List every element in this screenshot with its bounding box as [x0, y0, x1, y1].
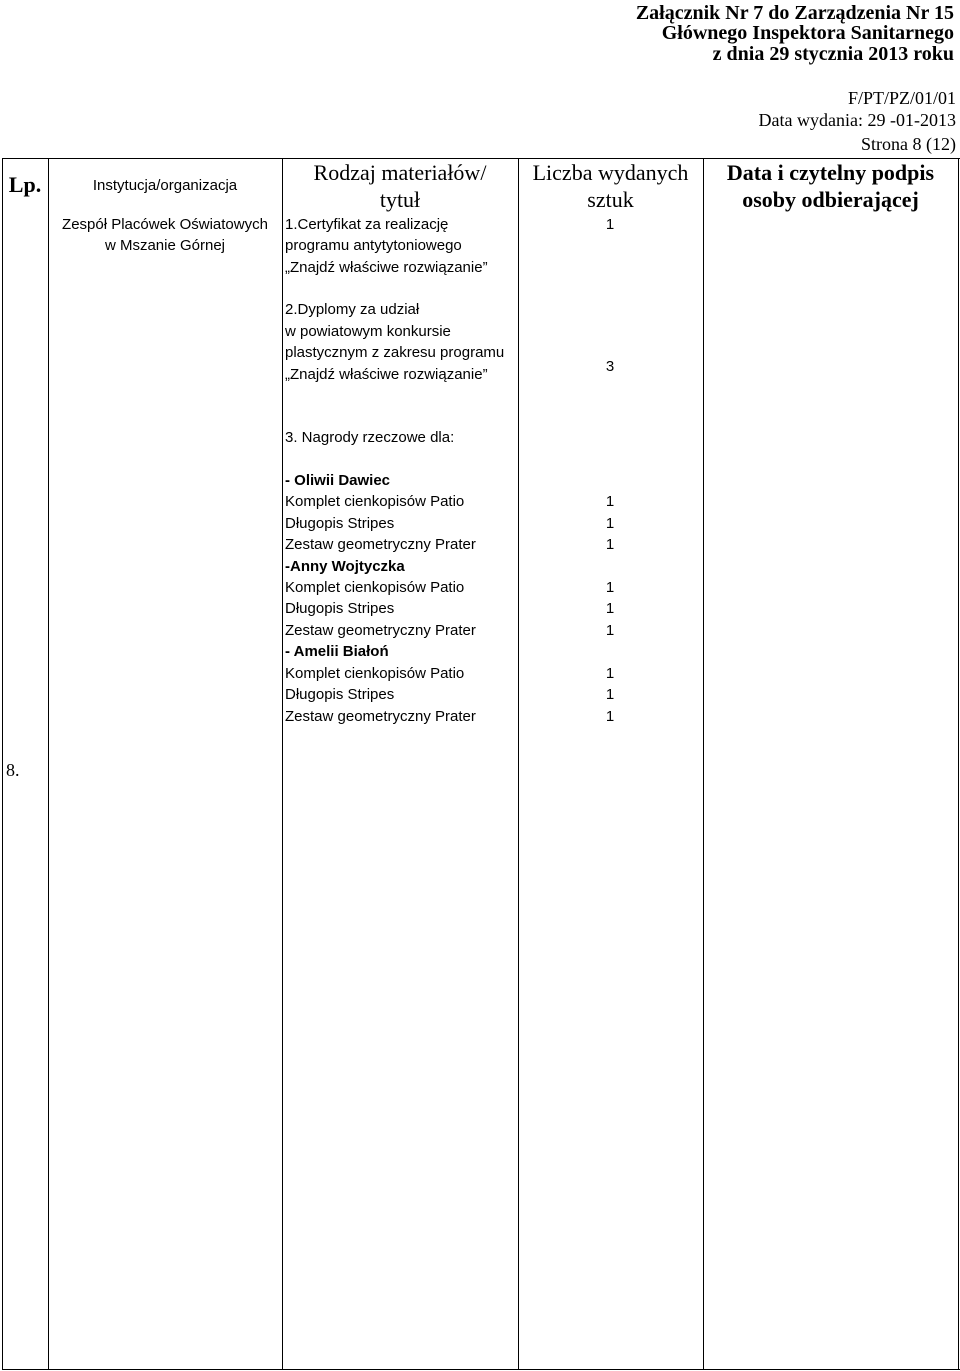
material-line: Długopis Stripes [285, 515, 395, 532]
count-value: 1 [605, 600, 615, 617]
count-value: 1 [605, 216, 615, 233]
material-line: „Znajdź właściwe rozwiązanie” [285, 366, 488, 383]
header-count-line2: sztuk [587, 187, 634, 212]
attachment-title: Załącznik Nr 7 do Zarządzenia Nr 15 [635, 2, 954, 24]
header-signature-line1: Data i czytelny podpis [726, 160, 935, 185]
material-line: w powiatowym konkursie [285, 323, 451, 340]
table-right-border [958, 158, 959, 1369]
table-bottom-border [2, 1369, 960, 1370]
material-line: 1.Certyfikat za realizację [285, 216, 449, 233]
count-value: 1 [605, 579, 615, 596]
document-code: F/PT/PZ/01/01 [847, 88, 956, 108]
header-signature-line2: osoby odbierającej [742, 187, 919, 212]
page-number: Strona 8 (12) [861, 134, 956, 154]
material-line: Zestaw geometryczny Prater [285, 622, 476, 639]
table-left-border [2, 158, 3, 1369]
attachment-issuer: Głównego Inspektora Sanitarnego [661, 22, 954, 44]
count-value: 1 [605, 708, 615, 725]
material-line: Komplet cienkopisów Patio [285, 579, 465, 596]
count-value: 3 [605, 358, 615, 375]
institution-name-line1: Zespół Placówek Oświatowych [62, 216, 268, 233]
material-line: Zestaw geometryczny Prater [285, 708, 476, 725]
material-line: programu antytytoniowego [285, 237, 462, 254]
material-line: plastycznym z zakresu programu [285, 344, 505, 361]
count-value: 1 [605, 622, 615, 639]
header-lp: Lp. [8, 172, 42, 197]
attachment-date: z dnia 29 stycznia 2013 roku [712, 43, 954, 65]
column-divider [282, 158, 283, 1369]
institution-name-line2: w Mszanie Górnej [104, 237, 226, 254]
count-value: 1 [605, 536, 615, 553]
row-lp: 8. [6, 760, 20, 780]
header-institution: Instytucja/organizacja [92, 177, 238, 194]
column-divider [518, 158, 519, 1369]
material-line: 3. Nagrody rzeczowe dla: [285, 429, 455, 446]
material-line: Komplet cienkopisów Patio [285, 493, 465, 510]
count-value: 1 [605, 686, 615, 703]
recipient-name: - Oliwii Dawiec [285, 472, 391, 489]
material-line: Komplet cienkopisów Patio [285, 665, 465, 682]
material-line: 2.Dyplomy za udział [285, 301, 420, 318]
recipient-name: - Amelii Białoń [285, 643, 389, 660]
header-count-line1: Liczba wydanych [532, 160, 689, 185]
issue-date: Data wydania: 29 -01-2013 [758, 110, 956, 130]
header-material-line1: Rodzaj materiałów/ [313, 160, 487, 185]
count-value: 1 [605, 493, 615, 510]
material-line: Zestaw geometryczny Prater [285, 536, 476, 553]
column-divider [703, 158, 704, 1369]
column-divider [48, 158, 49, 1369]
recipient-name: -Anny Wojtyczka [285, 558, 405, 575]
count-value: 1 [605, 515, 615, 532]
header-material-line2: tytuł [379, 187, 421, 212]
material-line: Długopis Stripes [285, 686, 395, 703]
material-line: „Znajdź właściwe rozwiązanie” [285, 259, 488, 276]
count-value: 1 [605, 665, 615, 682]
material-line: Długopis Stripes [285, 600, 395, 617]
